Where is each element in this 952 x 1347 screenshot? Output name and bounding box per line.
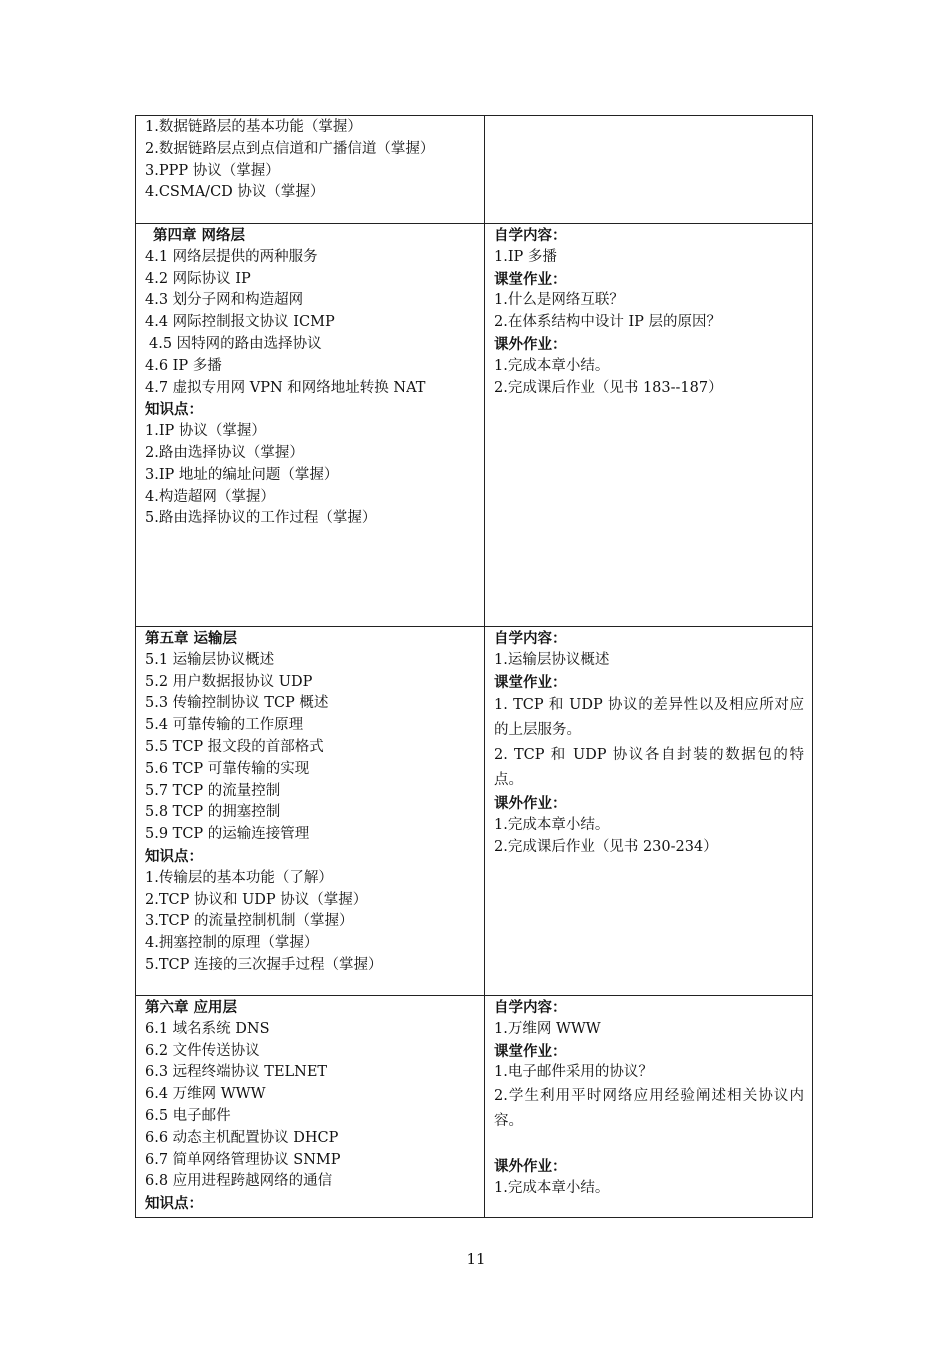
self-study-label: 自学内容： <box>494 999 567 1016</box>
knowledge-item: 3.IP 地址的编址问题（掌握） <box>145 466 339 483</box>
section-item: 5.4 可靠传输的工作原理 <box>145 717 304 734</box>
self-study-item: 1.万维网 WWW <box>494 1020 601 1037</box>
knowledge-item: 4.CSMA/CD 协议（掌握） <box>145 184 325 201</box>
section-item: 4.1 网络层提供的两种服务 <box>145 248 318 265</box>
section-item: 5.6 TCP 可靠传输的实现 <box>145 760 310 777</box>
class-work-label: 课堂作业： <box>494 270 567 288</box>
chapter-title: 第四章 网络层 <box>153 227 246 244</box>
knowledge-item: 2.数据链路层点到点信道和广播信道（掌握） <box>145 140 435 157</box>
knowledge-item: 3.PPP 协议（掌握） <box>145 162 280 179</box>
section-item: 5.7 TCP 的流量控制 <box>145 782 281 799</box>
class-work-label: 课堂作业： <box>494 673 567 691</box>
spacer <box>494 1134 804 1156</box>
cell-chapter6-left <box>136 996 485 1218</box>
class-work-item: 1.什么是网络互联？ <box>494 292 624 309</box>
knowledge-item: 1.数据链路层的基本功能（掌握） <box>145 119 362 135</box>
knowledge-label: 知识点： <box>145 847 203 865</box>
syllabus-table <box>135 115 813 1218</box>
homework-item: 1.完成本章小结。 <box>494 817 610 834</box>
homework-label: 课外作业： <box>494 795 567 813</box>
section-item: 5.3 传输控制协议 TCP 概述 <box>145 695 329 712</box>
knowledge-item: 3.TCP 的流量控制机制（掌握） <box>145 913 354 930</box>
homework-item: 1.完成本章小结。 <box>494 1179 610 1196</box>
section-item: 5.5 TCP 报文段的首部格式 <box>145 738 324 755</box>
section-item: 5.2 用户数据报协议 UDP <box>145 673 313 690</box>
cell-chapter4-left <box>136 224 485 627</box>
class-work-label: 课堂作业： <box>494 1042 567 1060</box>
section-item: 6.2 文件传送协议 <box>145 1042 260 1059</box>
table-row-chapter5 <box>136 627 813 996</box>
table-row-chapter4 <box>136 224 813 627</box>
self-study-item: 1.IP 多播 <box>494 248 557 265</box>
cell-chapter6-right <box>485 996 813 1218</box>
knowledge-item: 4.构造超网（掌握） <box>145 488 275 505</box>
section-item: 6.1 域名系统 DNS <box>145 1020 270 1037</box>
section-item: 4.4 网际控制报文协议 ICMP <box>145 314 335 331</box>
homework-item: 1.完成本章小结。 <box>494 357 610 374</box>
cell-chapter4-right <box>485 224 813 627</box>
homework-label: 课外作业： <box>494 1158 567 1176</box>
section-item: 4.3 划分子网和构造超网 <box>145 292 304 309</box>
knowledge-item: 2.路由选择协议（掌握） <box>145 444 304 461</box>
homework-label: 课外作业： <box>494 335 567 353</box>
section-item: 6.6 动态主机配置协议 DHCP <box>145 1129 339 1146</box>
homework-item: 2.完成课后作业（见书 230-234） <box>494 838 718 855</box>
class-work-item: 2. TCP 和 UDP 协议各自封装的数据包的特点。 <box>494 747 804 789</box>
cell-chapter5-left <box>136 627 485 996</box>
section-item: 4.7 虚拟专用网 VPN 和网络地址转换 NAT <box>145 379 426 396</box>
section-item: 6.8 应用进程跨越网络的通信 <box>145 1173 333 1190</box>
class-work-item: 1. TCP 和 UDP 协议的差异性以及相应所对应的上层服务。 <box>494 697 804 739</box>
chapter-title: 第五章 运输层 <box>145 630 238 647</box>
class-work-item: 1.电子邮件采用的协议？ <box>494 1064 653 1081</box>
class-work-item: 2.学生利用平时网络应用经验阐述相关协议内容。 <box>494 1088 804 1130</box>
knowledge-label: 知识点： <box>145 401 203 419</box>
self-study-label: 自学内容： <box>494 227 567 244</box>
table-row-datalink <box>136 116 813 224</box>
homework-item: 2.完成课后作业（见书 183--187） <box>494 379 723 396</box>
section-item: 4.6 IP 多播 <box>145 357 222 374</box>
knowledge-label: 知识点： <box>145 1195 203 1213</box>
cell-datalink-right <box>485 116 813 224</box>
section-item: 6.5 电子邮件 <box>145 1107 231 1124</box>
self-study-item: 1.运输层协议概述 <box>494 651 610 668</box>
section-item: 4.5 因特网的路由选择协议 <box>149 335 322 352</box>
page-number: 11 <box>466 1250 486 1268</box>
cell-datalink-left <box>136 116 485 224</box>
section-item: 5.1 运输层协议概述 <box>145 651 275 668</box>
knowledge-item: 2.TCP 协议和 UDP 协议（掌握） <box>145 891 368 908</box>
self-study-label: 自学内容： <box>494 630 567 647</box>
knowledge-item: 5.TCP 连接的三次握手过程（掌握） <box>145 956 383 973</box>
knowledge-item: 5.路由选择协议的工作过程（掌握） <box>145 510 377 527</box>
section-item: 5.8 TCP 的拥塞控制 <box>145 804 281 821</box>
table-row-chapter6 <box>136 996 813 1218</box>
knowledge-item: 1.传输层的基本功能（了解） <box>145 869 333 886</box>
cell-chapter5-right <box>485 627 813 996</box>
chapter-title: 第六章 应用层 <box>145 999 238 1016</box>
knowledge-item: 4.拥塞控制的原理（掌握） <box>145 935 319 952</box>
section-item: 6.4 万维网 WWW <box>145 1086 266 1103</box>
section-item: 4.2 网际协议 IP <box>145 270 251 287</box>
section-item: 6.7 简单网络管理协议 SNMP <box>145 1151 341 1168</box>
section-item: 5.9 TCP 的运输连接管理 <box>145 826 310 843</box>
section-item: 6.3 远程终端协议 TELNET <box>145 1064 328 1081</box>
class-work-item: 2.在体系结构中设计 IP 层的原因？ <box>494 314 722 331</box>
knowledge-item: 1.IP 协议（掌握） <box>145 423 266 440</box>
